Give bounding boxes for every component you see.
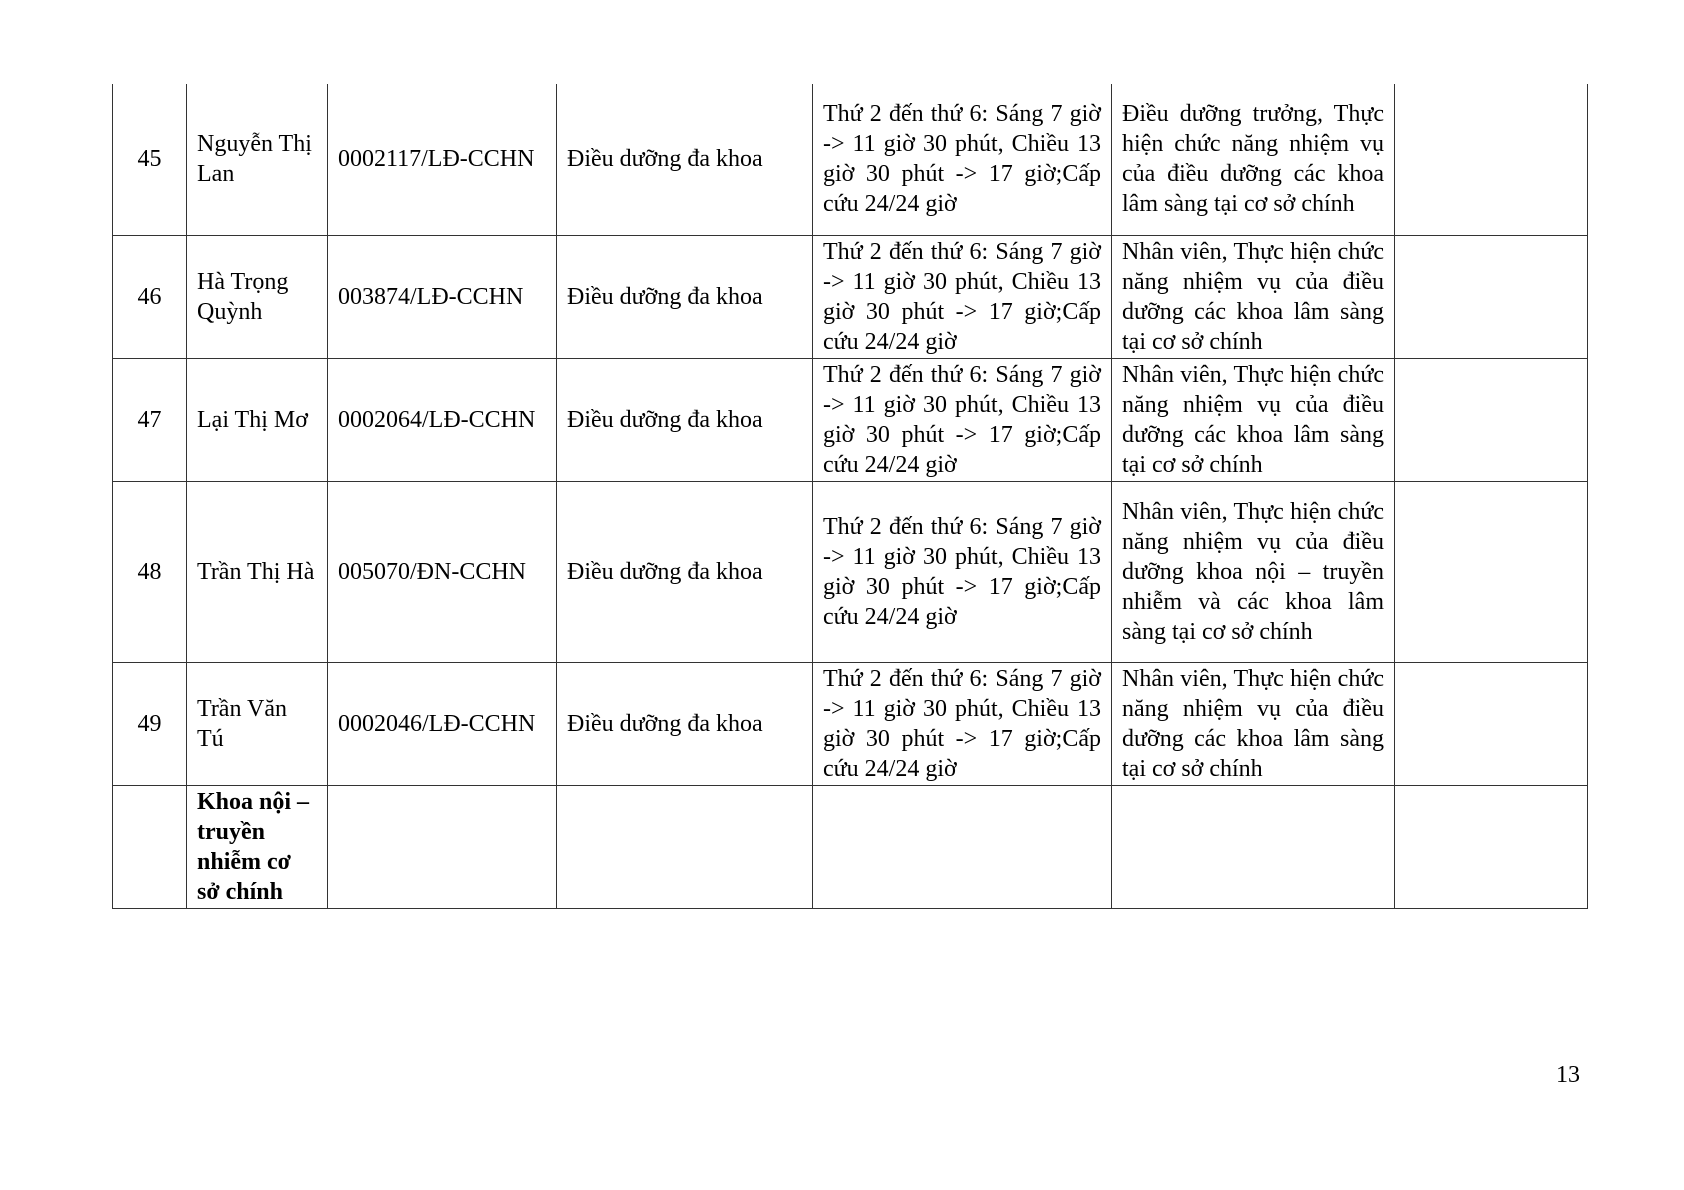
empty-cell — [113, 785, 187, 908]
position-duty: Nhân viên, Thực hiện chức năng nhiệm vụ của điều dưỡng khoa nội – truyền nhiễm và các khoa lâm sàng tại cơ sở chính — [1112, 481, 1395, 662]
empty-cell — [328, 785, 557, 908]
certificate-number: 0002117/LĐ-CCHN — [328, 84, 557, 235]
working-time: Thứ 2 đến thứ 6: Sáng 7 giờ -> 11 giờ 30 phút, Chiều 13 giờ 30 phút -> 17 giờ;Cấp cứu 24/24 giờ — [813, 358, 1112, 481]
certificate-number: 003874/LĐ-CCHN — [328, 235, 557, 358]
empty-cell — [1395, 785, 1588, 908]
certificate-number: 0002046/LĐ-CCHN — [328, 662, 557, 785]
department-title: Khoa nội – truyền nhiễm cơ sở chính — [187, 785, 328, 908]
practice-scope: Điều dưỡng đa khoa — [557, 481, 813, 662]
staff-name: Lại Thị Mơ — [187, 358, 328, 481]
staff-name: Trần Văn Tú — [187, 662, 328, 785]
row-number: 49 — [113, 662, 187, 785]
staff-name: Nguyễn Thị Lan — [187, 84, 328, 235]
working-time: Thứ 2 đến thứ 6: Sáng 7 giờ -> 11 giờ 30 phút, Chiều 13 giờ 30 phút -> 17 giờ;Cấp cứu 24/24 giờ — [813, 662, 1112, 785]
note-cell — [1395, 235, 1588, 358]
certificate-number: 0002064/LĐ-CCHN — [328, 358, 557, 481]
working-time: Thứ 2 đến thứ 6: Sáng 7 giờ -> 11 giờ 30 phút, Chiều 13 giờ 30 phút -> 17 giờ;Cấp cứu 24/24 giờ — [813, 235, 1112, 358]
position-duty: Điều dưỡng trưởng, Thực hiện chức năng nhiệm vụ của điều dưỡng các khoa lâm sàng tại cơ sở chính — [1112, 84, 1395, 235]
page-number: 13 — [1556, 1062, 1580, 1088]
note-cell — [1395, 358, 1588, 481]
practice-scope: Điều dưỡng đa khoa — [557, 358, 813, 481]
position-duty: Nhân viên, Thực hiện chức năng nhiệm vụ của điều dưỡng các khoa lâm sàng tại cơ sở chính — [1112, 235, 1395, 358]
staff-name: Hà Trọng Quỳnh — [187, 235, 328, 358]
table-row — [113, 481, 1588, 662]
position-duty: Nhân viên, Thực hiện chức năng nhiệm vụ của điều dưỡng các khoa lâm sàng tại cơ sở chính — [1112, 358, 1395, 481]
empty-cell — [557, 785, 813, 908]
empty-cell — [813, 785, 1112, 908]
working-time: Thứ 2 đến thứ 6: Sáng 7 giờ -> 11 giờ 30 phút, Chiều 13 giờ 30 phút -> 17 giờ;Cấp cứu 24/24 giờ — [813, 84, 1112, 235]
note-cell — [1395, 662, 1588, 785]
row-number: 45 — [113, 84, 187, 235]
row-number: 48 — [113, 481, 187, 662]
table-row — [113, 662, 1588, 785]
empty-cell — [1112, 785, 1395, 908]
table-row — [113, 84, 1588, 235]
practice-scope: Điều dưỡng đa khoa — [557, 235, 813, 358]
working-time: Thứ 2 đến thứ 6: Sáng 7 giờ -> 11 giờ 30 phút, Chiều 13 giờ 30 phút -> 17 giờ;Cấp cứu 24/24 giờ — [813, 481, 1112, 662]
position-duty: Nhân viên, Thực hiện chức năng nhiệm vụ của điều dưỡng các khoa lâm sàng tại cơ sở chính — [1112, 662, 1395, 785]
row-number: 46 — [113, 235, 187, 358]
note-cell — [1395, 84, 1588, 235]
staff-table — [112, 84, 1588, 909]
practice-scope: Điều dưỡng đa khoa — [557, 84, 813, 235]
table-row — [113, 358, 1588, 481]
row-number: 47 — [113, 358, 187, 481]
section-header-row — [113, 785, 1588, 908]
practice-scope: Điều dưỡng đa khoa — [557, 662, 813, 785]
table-row — [113, 235, 1588, 358]
note-cell — [1395, 481, 1588, 662]
certificate-number: 005070/ĐN-CCHN — [328, 481, 557, 662]
staff-name: Trần Thị Hà — [187, 481, 328, 662]
